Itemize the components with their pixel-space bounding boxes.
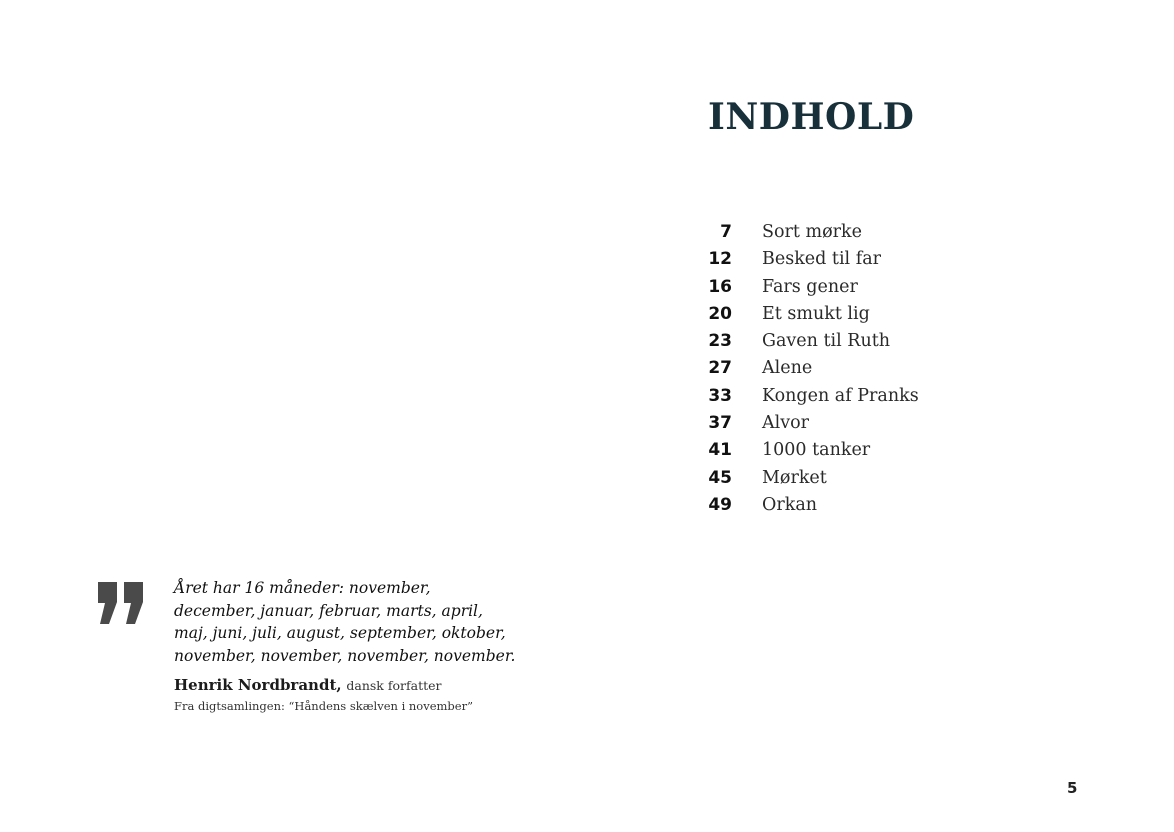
toc-chapter-title: Besked til far	[762, 249, 881, 270]
toc-entry	[700, 386, 919, 413]
quote-author-role: dansk forfatter	[346, 678, 442, 693]
toc-entry	[700, 440, 919, 467]
toc-page-number: 45	[708, 467, 732, 488]
toc-title: INDHOLD	[708, 96, 915, 138]
toc-entry	[700, 331, 919, 358]
toc-entry	[700, 468, 919, 495]
toc-chapter-title: Alene	[762, 358, 813, 379]
quote-author: Henrik Nordbrandt,	[174, 676, 342, 694]
closing-quote-icon	[96, 580, 148, 628]
toc-chapter-title: Mørket	[762, 467, 827, 488]
quote-line: Året har 16 måneder: november,	[174, 579, 431, 597]
toc-chapter-title: Sort mørke	[762, 222, 862, 242]
toc-chapter-title: Et smukt lig	[762, 303, 870, 324]
toc-page-number: 16	[708, 276, 732, 297]
toc-entry	[700, 413, 919, 440]
toc-chapter-title: Fars gener	[762, 276, 858, 297]
toc-entry	[700, 249, 919, 276]
toc-entry	[700, 304, 919, 331]
quote-mark-shape	[124, 582, 143, 624]
toc-chapter-title: Alvor	[762, 413, 810, 434]
toc-entry	[700, 277, 919, 304]
toc-page-number: 20	[708, 303, 732, 324]
toc-page-number: 12	[708, 249, 732, 270]
epigraph-quote	[174, 577, 574, 667]
quote-line: maj, juni, juli, august, september, oktober,	[174, 624, 506, 642]
table-of-contents	[700, 222, 919, 522]
toc-page-number: 23	[708, 331, 732, 352]
toc-chapter-title: Kongen af Pranks	[762, 385, 919, 406]
toc-entry	[700, 222, 919, 249]
toc-entry	[700, 495, 919, 522]
quote-line: november, november, november, november.	[174, 646, 516, 665]
toc-page-number: 27	[708, 358, 732, 379]
quote-source: Fra digtsamlingen: “Håndens skælven i november”	[174, 699, 473, 713]
toc-page-number: 49	[708, 494, 732, 515]
quote-line: december, januar, februar, marts, april,	[174, 601, 483, 620]
page-number: 5	[1067, 779, 1078, 797]
quote-mark-shape	[98, 582, 117, 624]
toc-chapter-title: Gaven til Ruth	[762, 331, 891, 352]
toc-page-number: 41	[708, 440, 732, 461]
toc-chapter-title: 1000 tanker	[762, 440, 871, 461]
toc-chapter-title: Orkan	[762, 494, 818, 515]
toc-page-number: 7	[720, 222, 732, 242]
toc-entry	[700, 358, 919, 385]
quote-attribution	[174, 676, 441, 694]
toc-page-number: 37	[708, 413, 732, 434]
toc-page-number: 33	[708, 385, 732, 406]
